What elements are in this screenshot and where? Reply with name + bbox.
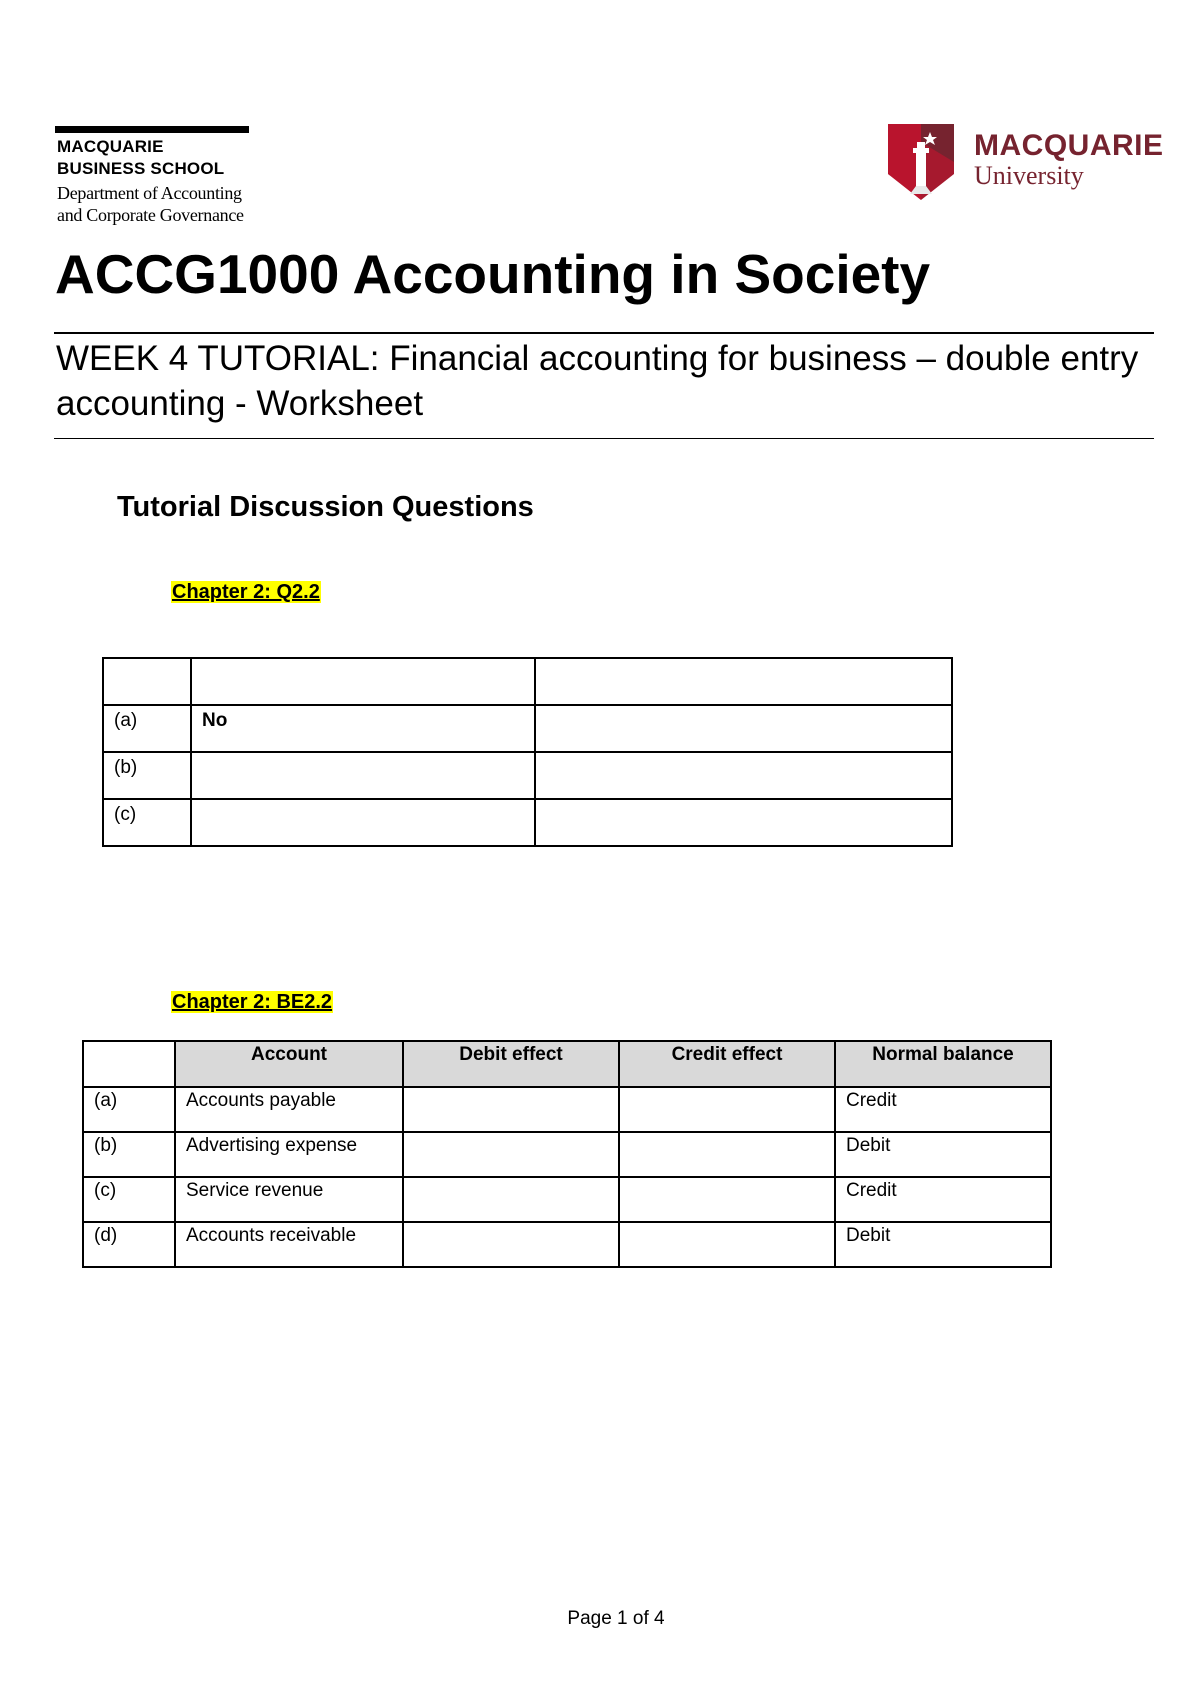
table-cell — [535, 752, 952, 799]
school-name — [57, 136, 224, 180]
table-cell — [619, 1087, 835, 1132]
table-cell — [535, 799, 952, 846]
university-logo — [886, 122, 1164, 202]
school-name-rule — [55, 126, 249, 133]
table-row — [83, 1087, 1051, 1132]
table-header-cell — [83, 1041, 175, 1087]
table-cell: Service revenue — [175, 1177, 403, 1222]
table-cell: Accounts payable — [175, 1087, 403, 1132]
table-cell: (b) — [103, 752, 191, 799]
be22-table — [82, 1040, 1052, 1268]
be22-label-text: Chapter 2: BE2.2 — [172, 991, 333, 1013]
q22-table — [102, 657, 953, 847]
table-cell: Debit — [835, 1132, 1051, 1177]
table-cell — [403, 1087, 619, 1132]
table-row — [83, 1132, 1051, 1177]
department-line2: and Corporate Governance — [57, 205, 244, 225]
table-cell: (d) — [83, 1222, 175, 1267]
table-cell — [535, 658, 952, 705]
table-row — [103, 705, 952, 752]
logo-text-line1: MACQUARIE — [974, 129, 1164, 162]
table-header-cell: Normal balance — [835, 1041, 1051, 1087]
table-header-cell: Debit effect — [403, 1041, 619, 1087]
table-cell: Credit — [835, 1177, 1051, 1222]
table-header-row — [83, 1041, 1051, 1087]
table-cell — [403, 1177, 619, 1222]
title-divider — [54, 332, 1154, 334]
table-cell — [403, 1222, 619, 1267]
table-cell: Advertising expense — [175, 1132, 403, 1177]
table-row — [83, 1222, 1051, 1267]
table-cell: Accounts receivable — [175, 1222, 403, 1267]
department-name — [57, 182, 244, 226]
table-cell — [191, 799, 535, 846]
document-title: ACCG1000 Accounting in Society — [55, 243, 931, 305]
table-cell: (c) — [103, 799, 191, 846]
table-header-cell: Credit effect — [619, 1041, 835, 1087]
table-cell — [619, 1132, 835, 1177]
table-cell: (a) — [103, 705, 191, 752]
page-number: Page 1 of 4 — [567, 1608, 665, 1629]
table-cell — [191, 752, 535, 799]
school-name-line2: BUSINESS SCHOOL — [57, 159, 225, 178]
table-cell: (b) — [83, 1132, 175, 1177]
table-row — [103, 752, 952, 799]
logo-text-line2: University — [974, 161, 1084, 190]
table-row — [103, 658, 952, 705]
document-subtitle: WEEK 4 TUTORIAL: Financial accounting for business – double entry accounting - Worksheet — [56, 339, 1139, 423]
subtitle-divider — [54, 438, 1154, 439]
lighthouse-crest-icon — [886, 122, 956, 202]
table-row — [83, 1177, 1051, 1222]
table-cell: (a) — [83, 1087, 175, 1132]
table-cell: Credit — [835, 1087, 1051, 1132]
section-heading: Tutorial Discussion Questions — [117, 491, 534, 523]
school-name-line1: MACQUARIE — [57, 137, 164, 156]
table-cell — [535, 705, 952, 752]
table-row — [103, 799, 952, 846]
q22-label — [171, 580, 321, 604]
table-cell — [191, 658, 535, 705]
table-cell — [619, 1222, 835, 1267]
table-cell — [619, 1177, 835, 1222]
table-cell: No — [191, 705, 535, 752]
table-header-cell: Account — [175, 1041, 403, 1087]
department-line1: Department of Accounting — [57, 183, 242, 203]
table-cell: Debit — [835, 1222, 1051, 1267]
be22-label — [171, 990, 333, 1014]
table-cell — [103, 658, 191, 705]
q22-label-text: Chapter 2: Q2.2 — [172, 581, 320, 603]
table-cell — [403, 1132, 619, 1177]
table-cell: (c) — [83, 1177, 175, 1222]
